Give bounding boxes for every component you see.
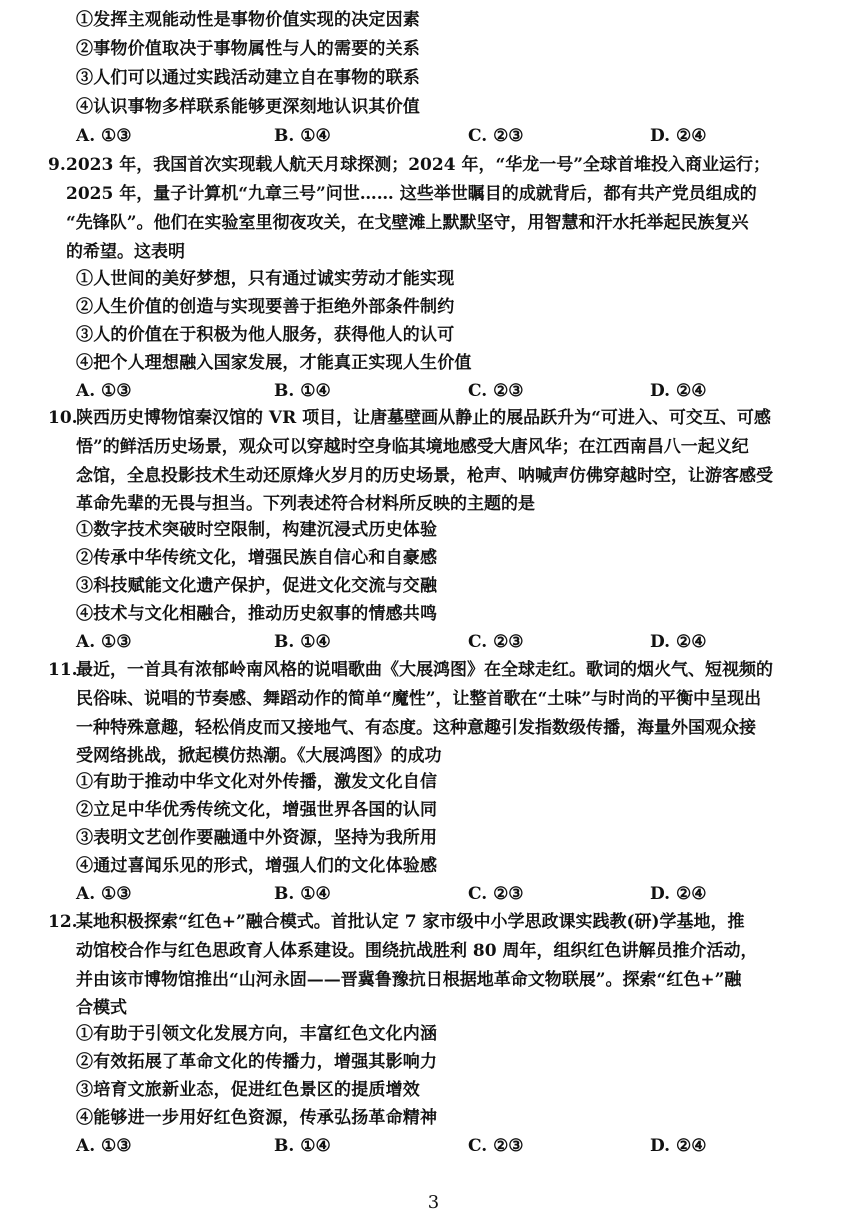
q11-option-c: C. ②③ <box>468 884 524 904</box>
q10-item-1: ①数字技术突破时空限制，构建沉浸式历史体验 <box>76 520 438 540</box>
q11-option-a: A. ①③ <box>76 884 132 904</box>
q11-options <box>76 880 776 908</box>
q9-option-a: A. ①③ <box>76 381 132 401</box>
q11-stem-line-2: 民俗味、说唱的节奏感、舞蹈动作的简单“魔性”，让整首歌在“土味”与时尚的平衡中呈现出 <box>76 689 762 709</box>
q12-stem-line-3: 并由该市博物馆推出“山河永固——晋冀鲁豫抗日根据地革命文物联展”。探索“红色+”融 <box>76 970 742 990</box>
q9-item-2: ②人生价值的创造与实现要善于拒绝外部条件制约 <box>76 297 455 317</box>
q8-option-d: D. ②④ <box>650 126 707 146</box>
q12-stem-line-2: 动馆校合作与红色思政育人体系建设。围绕抗战胜利 80 周年，组织红色讲解员推介活动， <box>76 941 758 961</box>
q12-option-b: B. ①④ <box>274 1136 331 1156</box>
q12-options <box>76 1132 776 1160</box>
q10-item-4: ④技术与文化相融合，推动历史叙事的情感共鸣 <box>76 604 438 624</box>
q10-option-b: B. ①④ <box>274 632 331 652</box>
q12-item-4: ④能够进一步用好红色资源，传承弘扬革命精神 <box>76 1108 438 1128</box>
q9-item-3: ③人的价值在于积极为他人服务，获得他人的认可 <box>76 325 455 345</box>
q10-options <box>76 628 776 656</box>
q12-number: 12. <box>48 912 78 932</box>
q12-item-2: ②有效拓展了革命文化的传播力，增强其影响力 <box>76 1052 438 1072</box>
q10-stem-line-3: 念馆，全息投影技术生动还原烽火岁月的历史场景，枪声、呐喊声仿佛穿越时空，让游客感受 <box>76 466 773 486</box>
q11-item-4: ④通过喜闻乐见的形式，增强人们的文化体验感 <box>76 856 438 876</box>
q10-option-c: C. ②③ <box>468 632 524 652</box>
q9-stem-line-2: 2025 年，量子计算机“九章三号”问世…… 这些举世瞩目的成就背后，都有共产党员组成的 <box>66 184 757 204</box>
q10-number: 10. <box>48 408 78 428</box>
q8-option-c: C. ②③ <box>468 126 524 146</box>
q12-item-1: ①有助于引领文化发展方向，丰富红色文化内涵 <box>76 1024 438 1044</box>
q10-stem-line-1: 陕西历史博物馆秦汉馆的 VR 项目，让唐墓壁画从静止的展品跃升为“可进入、可交互、可感 <box>76 408 771 428</box>
q11-item-2: ②立足中华优秀传统文化，增强世界各国的认同 <box>76 800 438 820</box>
q10-option-d: D. ②④ <box>650 632 707 652</box>
q9-option-c: C. ②③ <box>468 381 524 401</box>
q11-number: 11. <box>48 660 78 680</box>
q11-stem-line-3: 一种特殊意趣，轻松俏皮而又接地气、有态度。这种意趣引发指数级传播，海量外国观众接 <box>76 718 756 738</box>
q9-option-d: D. ②④ <box>650 381 707 401</box>
q8-option-a: A. ①③ <box>76 126 132 146</box>
q9-options <box>76 377 776 405</box>
q11-item-1: ①有助于推动中华文化对外传播，激发文化自信 <box>76 772 438 792</box>
q10-stem-line-4: 革命先辈的无畏与担当。下列表述符合材料所反映的主题的是 <box>76 494 535 514</box>
q10-item-2: ②传承中华传统文化，增强民族自信心和自豪感 <box>76 548 438 568</box>
q8-options <box>76 122 776 150</box>
q10-stem-line-2: 悟”的鲜活历史场景，观众可以穿越时空身临其境地感受大唐风华；在江西南昌八一起义纪 <box>76 437 749 457</box>
q8-option-b: B. ①④ <box>274 126 331 146</box>
q10-item-3: ③科技赋能文化遗产保护，促进文化交流与交融 <box>76 576 438 596</box>
q11-item-3: ③表明文艺创作要融通中外资源，坚持为我所用 <box>76 828 438 848</box>
q12-item-3: ③培育文旅新业态，促进红色景区的提质增效 <box>76 1080 420 1100</box>
q12-option-a: A. ①③ <box>76 1136 132 1156</box>
q8-item-1: ①发挥主观能动性是事物价值实现的决定因素 <box>76 10 420 30</box>
q11-option-b: B. ①④ <box>274 884 331 904</box>
q9-stem-line-4: 的希望。这表明 <box>66 242 185 262</box>
q11-stem-line-4: 受网络挑战，掀起模仿热潮。《大展鸿图》的成功 <box>76 746 442 766</box>
q12-stem-line-1: 某地积极探索“红色+”融合模式。首批认定 7 家市级中小学思政课实践教(研)学基地，推 <box>76 912 745 932</box>
q9-option-b: B. ①④ <box>274 381 331 401</box>
q8-item-2: ②事物价值取决于事物属性与人的需要的关系 <box>76 39 420 59</box>
q8-item-4: ④认识事物多样联系能够更深刻地认识其价值 <box>76 97 420 117</box>
q8-item-3: ③人们可以通过实践活动建立自在事物的联系 <box>76 68 420 88</box>
q9-stem-line-3: “先锋队”。他们在实验室里彻夜攻关，在戈壁滩上默默坚守，用智慧和汗水托举起民族复兴 <box>66 213 749 233</box>
q9-item-4: ④把个人理想融入国家发展，才能真正实现人生价值 <box>76 353 472 373</box>
q9-number: 9. <box>48 155 66 175</box>
q11-option-d: D. ②④ <box>650 884 707 904</box>
q12-option-c: C. ②③ <box>468 1136 524 1156</box>
q12-stem-line-4: 合模式 <box>76 998 127 1018</box>
page-number: 3 <box>427 1192 440 1213</box>
q11-stem-line-1: 最近，一首具有浓郁岭南风格的说唱歌曲《大展鸿图》在全球走红。歌词的烟火气、短视频的 <box>76 660 773 680</box>
q10-option-a: A. ①③ <box>76 632 132 652</box>
q9-item-1: ①人世间的美好梦想，只有通过诚实劳动才能实现 <box>76 269 455 289</box>
q9-stem-line-1: 2023 年，我国首次实现载人航天月球探测；2024 年，“华龙一号”全球首堆投入商业运行； <box>66 155 771 175</box>
q12-option-d: D. ②④ <box>650 1136 707 1156</box>
